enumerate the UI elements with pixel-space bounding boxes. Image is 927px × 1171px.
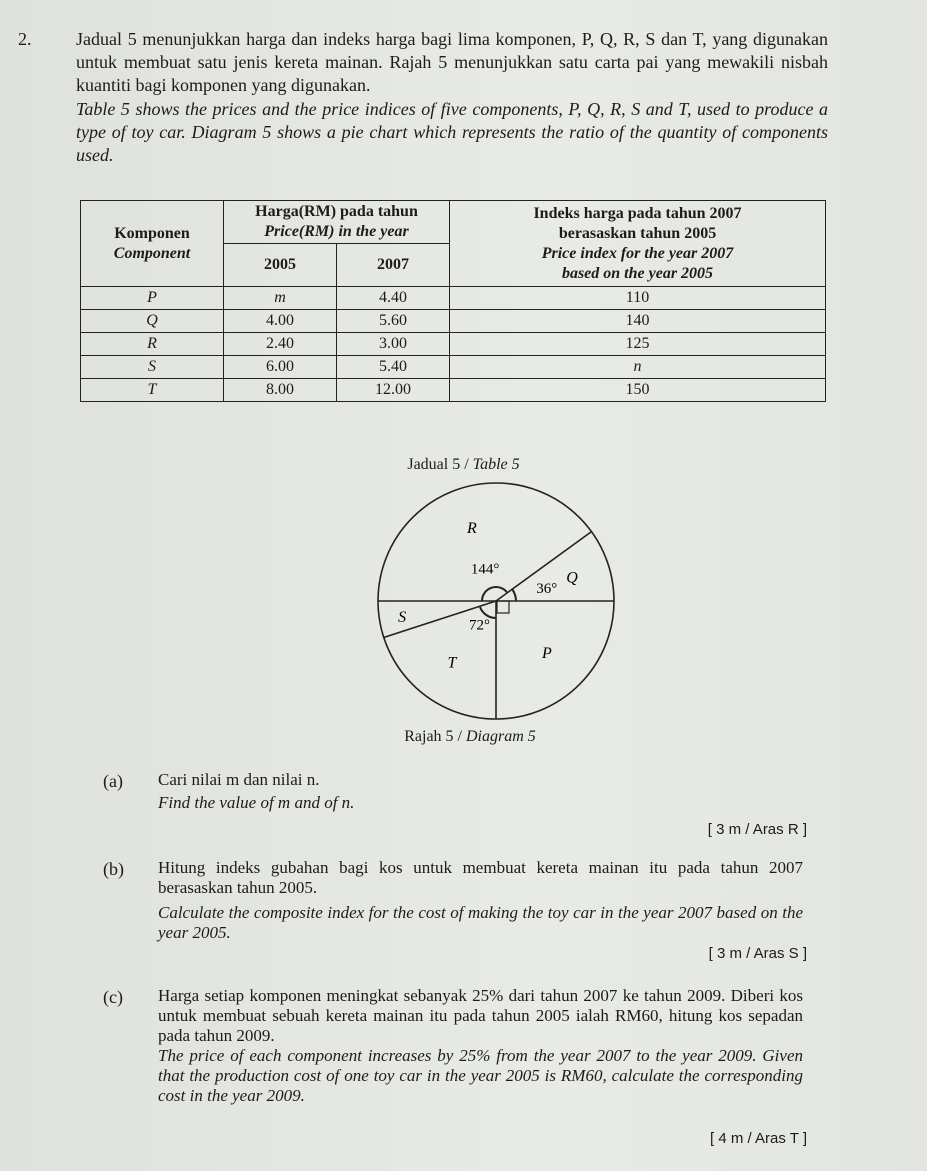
intro-english: Table 5 shows the prices and the price indices of five components, P, Q, R, S and T, used to produce a type of toy car. Diagram 5 shows a pie chart which represents the ratio of the quantity of components used.	[76, 99, 828, 165]
table-caption-en: Table 5	[472, 456, 520, 473]
right-angle-marker	[497, 601, 509, 613]
cell-p2007: 5.40	[337, 356, 450, 379]
intro-malay: Jadual 5 menunjukkan harga dan indeks harga bagi lima komponen, P, Q, R, S dan T, yang digunakan untuk membuat satu jenis kereta mainan. Rajah 5 menunjukkan satu carta pai yang mewakili nisbah kuantiti bagi komponen yang digunakan.	[76, 29, 828, 95]
cell-c: S	[81, 356, 224, 379]
cell-idx: n	[450, 356, 826, 379]
h-component-en: Component	[113, 244, 191, 262]
cell-idx: 110	[450, 287, 826, 310]
angle-arc-144	[482, 587, 507, 601]
cell-c: Q	[81, 310, 224, 333]
h-index-ms2: berasaskan tahun 2005	[558, 224, 717, 242]
cell-p2005: 4.00	[224, 310, 337, 333]
h-index-en2: based on the year 2005	[561, 264, 714, 282]
diagram-caption-en: Diagram 5	[465, 728, 536, 745]
h-2005: 2005	[224, 244, 337, 287]
slice-label: R	[467, 519, 477, 537]
part-label: (c)	[103, 987, 123, 1007]
h-2007: 2007	[337, 244, 450, 287]
part-marks: [ 4 m / Aras T ]	[710, 1130, 807, 1147]
part-question-ms: Cari nilai m dan nilai n.	[158, 770, 320, 789]
cell-p2007: 12.00	[337, 379, 450, 402]
part-question-ms: Hitung indeks gubahan bagi kos untuk membuat kereta mainan itu pada tahun 2007 berasaskan tahun 2005.	[158, 858, 803, 897]
angle-label: 72°	[469, 617, 491, 634]
cell-idx: 125	[450, 333, 826, 356]
h-component-ms: Komponen	[114, 224, 190, 242]
table-caption-ms: Jadual 5 /	[407, 456, 473, 473]
cell-p2005: 2.40	[224, 333, 337, 356]
part-label: (b)	[103, 859, 124, 879]
cell-p2007: 3.00	[337, 333, 450, 356]
cell-p2005: 8.00	[224, 379, 337, 402]
cell-p2007: 5.60	[337, 310, 450, 333]
part-label: (a)	[103, 771, 123, 791]
part-question-en: The price of each component increases by 25% from the year 2007 to the year 2009. Given that the production cost of one toy car in the year 2005 is RM60, calculate the corresponding cost in the year 2009.	[158, 1046, 803, 1105]
cell-p2007: 4.40	[337, 287, 450, 310]
cell-idx: 150	[450, 379, 826, 402]
h-price-ms: Harga(RM) pada tahun	[255, 203, 418, 220]
slice-label: P	[542, 644, 552, 662]
diagram-caption	[0, 728, 927, 746]
h-index-ms1: Indeks harga pada tahun 2007	[533, 204, 742, 222]
slice-label: T	[447, 654, 457, 672]
part-marks: [ 3 m / Aras R ]	[707, 821, 807, 838]
h-price-en: Price(RM) in the year	[264, 223, 409, 240]
slice-label: Q	[566, 569, 578, 587]
cell-c: R	[81, 333, 224, 356]
angle-arc-36	[512, 589, 516, 601]
part-question-ms: Harga setiap komponen meningkat sebanyak 25% dari tahun 2007 ke tahun 2009. Diberi kos untuk membuat sebuah kereta mainan itu pada tahun 2005 ialah RM60, hitung kos sepadan pada tahun 2009.	[158, 986, 803, 1045]
h-index-en1: Price index for the year 2007	[541, 244, 734, 262]
angle-arc-72	[480, 607, 496, 618]
slice-label: S	[398, 608, 407, 626]
question-number: 2.	[18, 29, 32, 49]
angle-label: 36°	[536, 581, 558, 598]
angle-label: 144°	[470, 561, 500, 578]
diagram-caption-ms: Rajah 5 /	[404, 728, 466, 745]
cell-p2005: m	[224, 287, 337, 310]
part-question-en: Calculate the composite index for the cost of making the toy car in the year 2007 based on the year 2005.	[158, 903, 803, 942]
cell-p2005: 6.00	[224, 356, 337, 379]
part-question-en: Find the value of m and of n.	[158, 793, 355, 812]
part-marks: [ 3 m / Aras S ]	[708, 945, 807, 962]
cell-c: T	[81, 379, 224, 402]
cell-c: P	[81, 287, 224, 310]
cell-idx: 140	[450, 310, 826, 333]
